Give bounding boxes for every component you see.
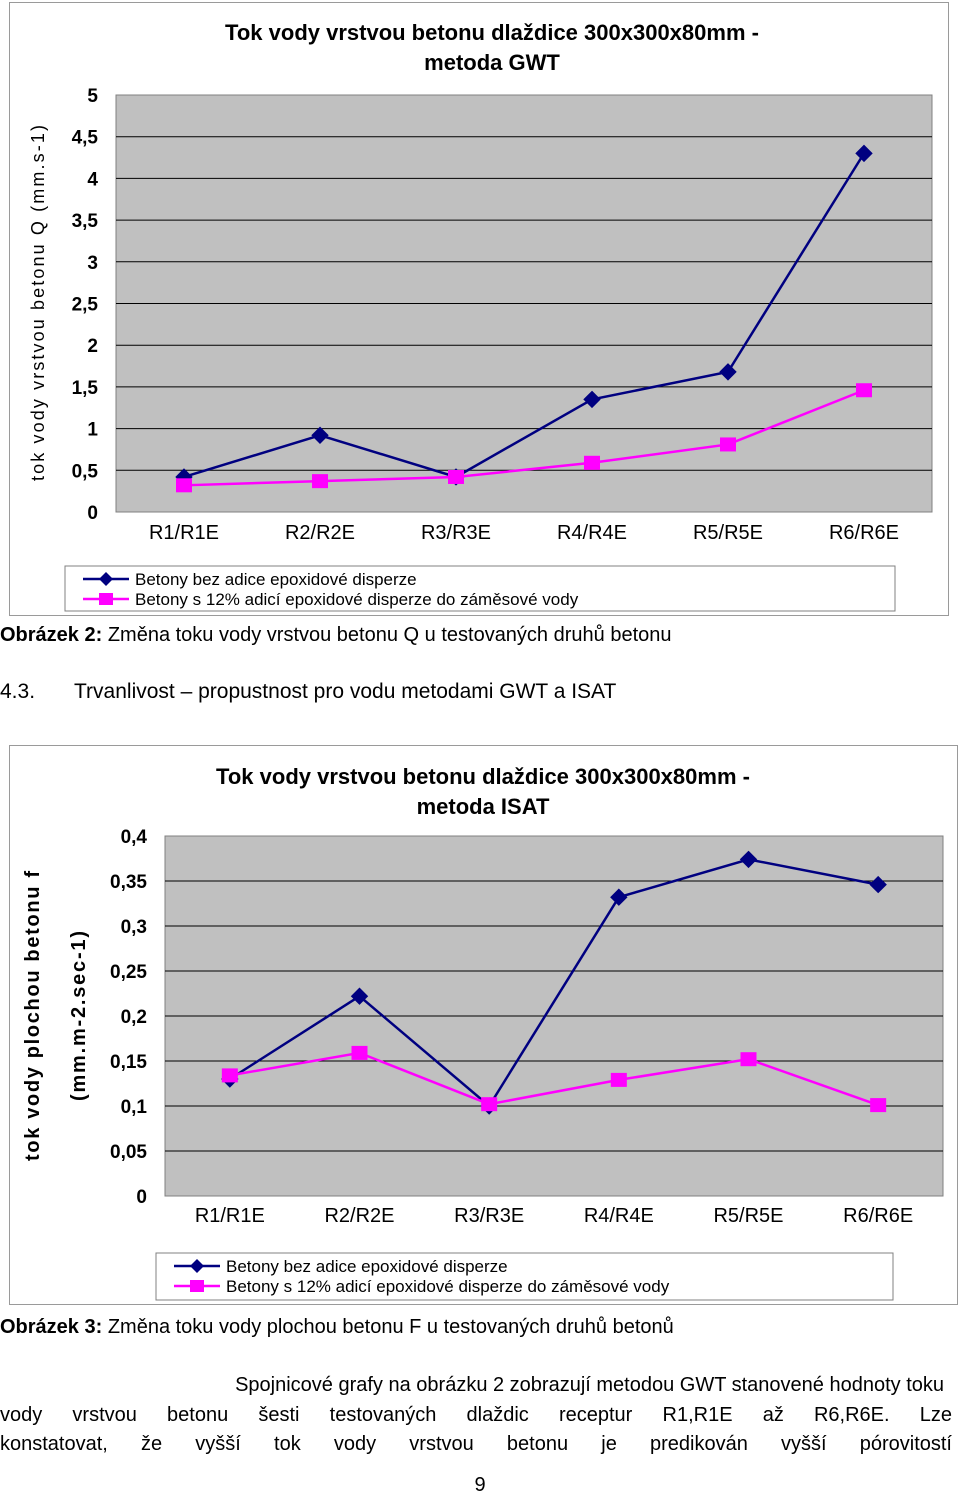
- data-point-square: [584, 456, 600, 470]
- chart-title-line: Tok vody vrstvou betonu dlaždice 300x300x80mm -: [216, 764, 750, 789]
- data-point-square: [856, 383, 872, 397]
- chart-isat: [10, 746, 957, 1304]
- data-point-square: [611, 1073, 627, 1087]
- y-tick-label: 0,15: [110, 1052, 147, 1073]
- x-tick-label: R2/R2E: [284, 522, 356, 544]
- figure-3-label: Obrázek 3:: [0, 1316, 103, 1338]
- x-tick-label: R5/R5E: [692, 522, 764, 544]
- x-tick-label: R3/R3E: [454, 1205, 525, 1227]
- y-tick-label: 0,2: [120, 1007, 147, 1028]
- data-point-square: [448, 470, 464, 484]
- data-point-square: [222, 1068, 238, 1082]
- chart-title-line: Tok vody vrstvou betonu dlaždice 300x300x80mm -: [225, 20, 759, 45]
- data-point-square: [741, 1052, 757, 1066]
- page-number: 9: [474, 1474, 486, 1496]
- paragraph-line-2: vody vrstvou betonu šesti testovaných dlaždic receptur R1,R1E až R6,R6E. Lze: [0, 1404, 952, 1426]
- y-tick-label: 4: [87, 169, 98, 191]
- figure-3-caption: [0, 1316, 674, 1339]
- y-tick-label: 0,4: [120, 827, 147, 848]
- x-tick-label: R1/R1E: [194, 1205, 265, 1227]
- y-tick-label: 0,5: [71, 461, 98, 483]
- y-tick-label: 0,3: [120, 917, 147, 938]
- x-tick-label: R5/R5E: [713, 1205, 784, 1227]
- data-point-square: [176, 478, 192, 492]
- data-point-square: [481, 1097, 497, 1111]
- chart-title-line: metoda ISAT: [416, 794, 550, 819]
- chart-gwt-frame: [9, 2, 949, 616]
- y-tick-label: 0,1: [120, 1097, 147, 1118]
- y-tick-label: 2: [87, 336, 98, 358]
- y-tick-label: 5: [87, 86, 98, 107]
- y-tick-label: 0,05: [110, 1142, 147, 1163]
- x-tick-label: R2/R2E: [324, 1205, 395, 1227]
- legend-label: Betony s 12% adicí epoxidové disperze do záměsové vody: [135, 590, 579, 609]
- y-tick-label: 0,25: [110, 962, 147, 983]
- x-tick-label: R4/R4E: [556, 522, 628, 544]
- legend-marker-square: [190, 1280, 204, 1292]
- x-tick-label: R3/R3E: [420, 522, 492, 544]
- y-tick-label: 3: [87, 252, 98, 274]
- data-point-square: [870, 1098, 886, 1112]
- legend-label: Betony bez adice epoxidové disperze: [135, 570, 417, 589]
- x-tick-label: R6/R6E: [828, 522, 900, 544]
- section-number: 4.3.: [0, 680, 36, 703]
- chart-title-line: metoda GWT: [424, 50, 560, 75]
- x-tick-label: R6/R6E: [843, 1205, 914, 1227]
- section-title: Trvanlivost – propustnost pro vodu metodami GWT a ISAT: [74, 680, 617, 703]
- figure-2-label: Obrázek 2:: [0, 624, 103, 646]
- chart-gwt: [10, 3, 948, 615]
- figure-2-caption: [0, 624, 672, 647]
- data-point-square: [720, 437, 736, 451]
- y-axis-title: tok vody vrstvou betonu Q (mm.s-1): [28, 125, 48, 481]
- y-axis-title: (mm.m-2.sec-1): [68, 931, 90, 1101]
- figure-3-text: Změna toku vody plochou betonu F u testovaných druhů betonů: [102, 1316, 674, 1338]
- x-tick-label: R1/R1E: [148, 522, 220, 544]
- y-tick-label: 0: [87, 503, 98, 524]
- figure-2-text: Změna toku vody vrstvou betonu Q u testovaných druhů betonu: [102, 624, 672, 646]
- legend-label: Betony bez adice epoxidové disperze: [226, 1257, 508, 1276]
- section-heading: [0, 680, 616, 704]
- y-axis-title: tok vody plochou betonu f: [22, 871, 44, 1161]
- y-tick-label: 2,5: [71, 294, 98, 316]
- legend-label: Betony s 12% adicí epoxidové disperze do záměsové vody: [226, 1277, 670, 1296]
- y-tick-label: 4,5: [71, 127, 98, 149]
- data-point-square: [352, 1046, 368, 1060]
- legend-marker-square: [99, 593, 113, 605]
- chart-isat-frame: [9, 745, 958, 1305]
- data-point-square: [312, 474, 328, 488]
- y-tick-label: 1,5: [71, 377, 98, 399]
- y-tick-label: 3,5: [71, 211, 98, 233]
- y-tick-label: 0,35: [110, 872, 147, 893]
- y-tick-label: 0: [136, 1187, 147, 1208]
- paragraph-line-1: Spojnicové grafy na obrázku 2 zobrazují metodou GWT stanovené hodnoty toku: [235, 1374, 944, 1396]
- y-tick-label: 1: [87, 419, 98, 441]
- paragraph-line-3: konstatovat, že vyšší tok vody vrstvou betonu je predikován vyšší pórovitostí: [0, 1433, 952, 1455]
- x-tick-label: R4/R4E: [583, 1205, 654, 1227]
